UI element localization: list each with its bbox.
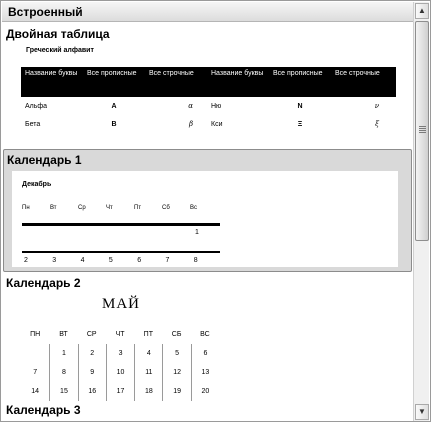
calendar-date: 12 xyxy=(162,363,190,382)
calendar-date: 8 xyxy=(49,363,77,382)
week-row xyxy=(24,257,222,264)
calendar-date: 7 xyxy=(33,369,38,376)
calendar-date: 17 xyxy=(106,382,134,401)
column-header: Все прописные xyxy=(273,70,323,77)
calendar-date: 3 xyxy=(52,257,57,264)
calendar-date: 13 xyxy=(191,363,219,382)
calendar-2-grid xyxy=(21,325,219,401)
weekday-row xyxy=(22,205,218,211)
calendar-date: 6 xyxy=(191,344,219,363)
calendar-date: 14 xyxy=(31,388,40,395)
calendar-date: 11 xyxy=(134,363,162,382)
column-header: Название буквы xyxy=(25,70,78,77)
column-header: Все прописные xyxy=(87,70,137,77)
table-cell: Β xyxy=(111,120,117,128)
calendar-date: 15 xyxy=(49,382,77,401)
weekday-label: СР xyxy=(86,331,97,338)
gallery-item-calendar-2[interactable] xyxy=(2,272,414,402)
vertical-scrollbar[interactable] xyxy=(413,2,429,421)
item-title: Календарь 2 xyxy=(6,276,81,290)
gallery-item-calendar-1[interactable] xyxy=(3,149,412,272)
calendar-date: 8 xyxy=(193,257,198,264)
weekday-label: ВС xyxy=(200,331,210,338)
calendar-month: МАЙ xyxy=(102,296,141,312)
column-header: Название буквы xyxy=(211,70,264,77)
table-cell: Альфа xyxy=(25,102,48,110)
weekday-label: Вт xyxy=(50,205,57,211)
column-header: Все строчные xyxy=(149,70,194,77)
calendar-date: 16 xyxy=(78,382,106,401)
calendar-date: 9 xyxy=(78,363,106,382)
calendar-1-preview xyxy=(12,171,398,267)
item-title: Двойная таблица xyxy=(6,27,110,41)
calendar-divider xyxy=(22,223,220,226)
table-row xyxy=(21,115,396,133)
gallery-content xyxy=(2,23,414,422)
scrollbar-thumb[interactable] xyxy=(415,21,429,241)
weekday-label: Ср xyxy=(78,205,86,211)
weekday-label: СБ xyxy=(171,331,182,338)
calendar-month: Декабрь xyxy=(22,181,52,188)
weekday-label: ВТ xyxy=(59,331,68,338)
weekday-label: Вс xyxy=(190,205,198,211)
item-title: Календарь 1 xyxy=(7,153,82,167)
calendar-date: 10 xyxy=(106,363,134,382)
table-cell: ν xyxy=(374,102,379,110)
calendar-date: 3 xyxy=(106,344,134,363)
scroll-down-arrow-icon[interactable]: ▼ xyxy=(415,404,429,420)
weekday-label: ПН xyxy=(30,331,41,338)
table-cell: β xyxy=(188,120,193,128)
calendar-date: 4 xyxy=(80,257,85,264)
greek-alphabet-table xyxy=(21,67,396,133)
calendar-date: 2 xyxy=(78,344,106,363)
weekday-label: ЧТ xyxy=(115,331,125,338)
calendar-date: 1 xyxy=(195,229,199,236)
table-header-row xyxy=(21,67,396,97)
grip-icon xyxy=(419,126,426,133)
table-cell: Ξ xyxy=(297,120,303,128)
table-cell: Α xyxy=(111,102,117,110)
calendar-date: 18 xyxy=(134,382,162,401)
calendar-divider xyxy=(22,251,220,253)
calendar-date: 6 xyxy=(137,257,142,264)
calendar-date: 5 xyxy=(162,344,190,363)
table-row xyxy=(21,97,396,115)
calendar-date: 2 xyxy=(24,257,28,264)
weekday-label: Сб xyxy=(162,205,170,211)
weekday-label: Чт xyxy=(106,205,113,211)
weekday-label: Пн xyxy=(22,205,30,211)
calendar-date: 5 xyxy=(108,257,113,264)
gallery-item-double-table[interactable] xyxy=(2,23,414,149)
table-cell: Кси xyxy=(211,120,223,128)
column-header: Все строчные xyxy=(335,70,380,77)
calendar-date xyxy=(21,344,49,363)
weekday-row xyxy=(21,325,219,344)
table-cell: Ню xyxy=(211,102,222,110)
table-cell: Ν xyxy=(297,102,303,110)
table-caption: Греческий алфавит xyxy=(26,47,94,54)
gallery-header: Встроенный xyxy=(2,2,414,22)
week-row xyxy=(21,382,219,401)
table-cell: Бета xyxy=(25,120,41,128)
calendar-date: 1 xyxy=(49,344,77,363)
week-row xyxy=(21,344,219,363)
week-row xyxy=(21,363,219,382)
weekday-label: Пт xyxy=(134,205,142,211)
calendar-date: 19 xyxy=(162,382,190,401)
calendar-date: 7 xyxy=(165,257,170,264)
table-cell: α xyxy=(188,102,193,110)
table-cell: ξ xyxy=(375,120,379,128)
item-title: Календарь 3 xyxy=(6,403,81,417)
calendar-date: 20 xyxy=(191,382,219,401)
scroll-up-arrow-icon[interactable]: ▲ xyxy=(415,3,429,19)
calendar-date: 4 xyxy=(134,344,162,363)
weekday-label: ПТ xyxy=(143,331,153,338)
gallery-item-calendar-3[interactable] xyxy=(2,402,414,422)
